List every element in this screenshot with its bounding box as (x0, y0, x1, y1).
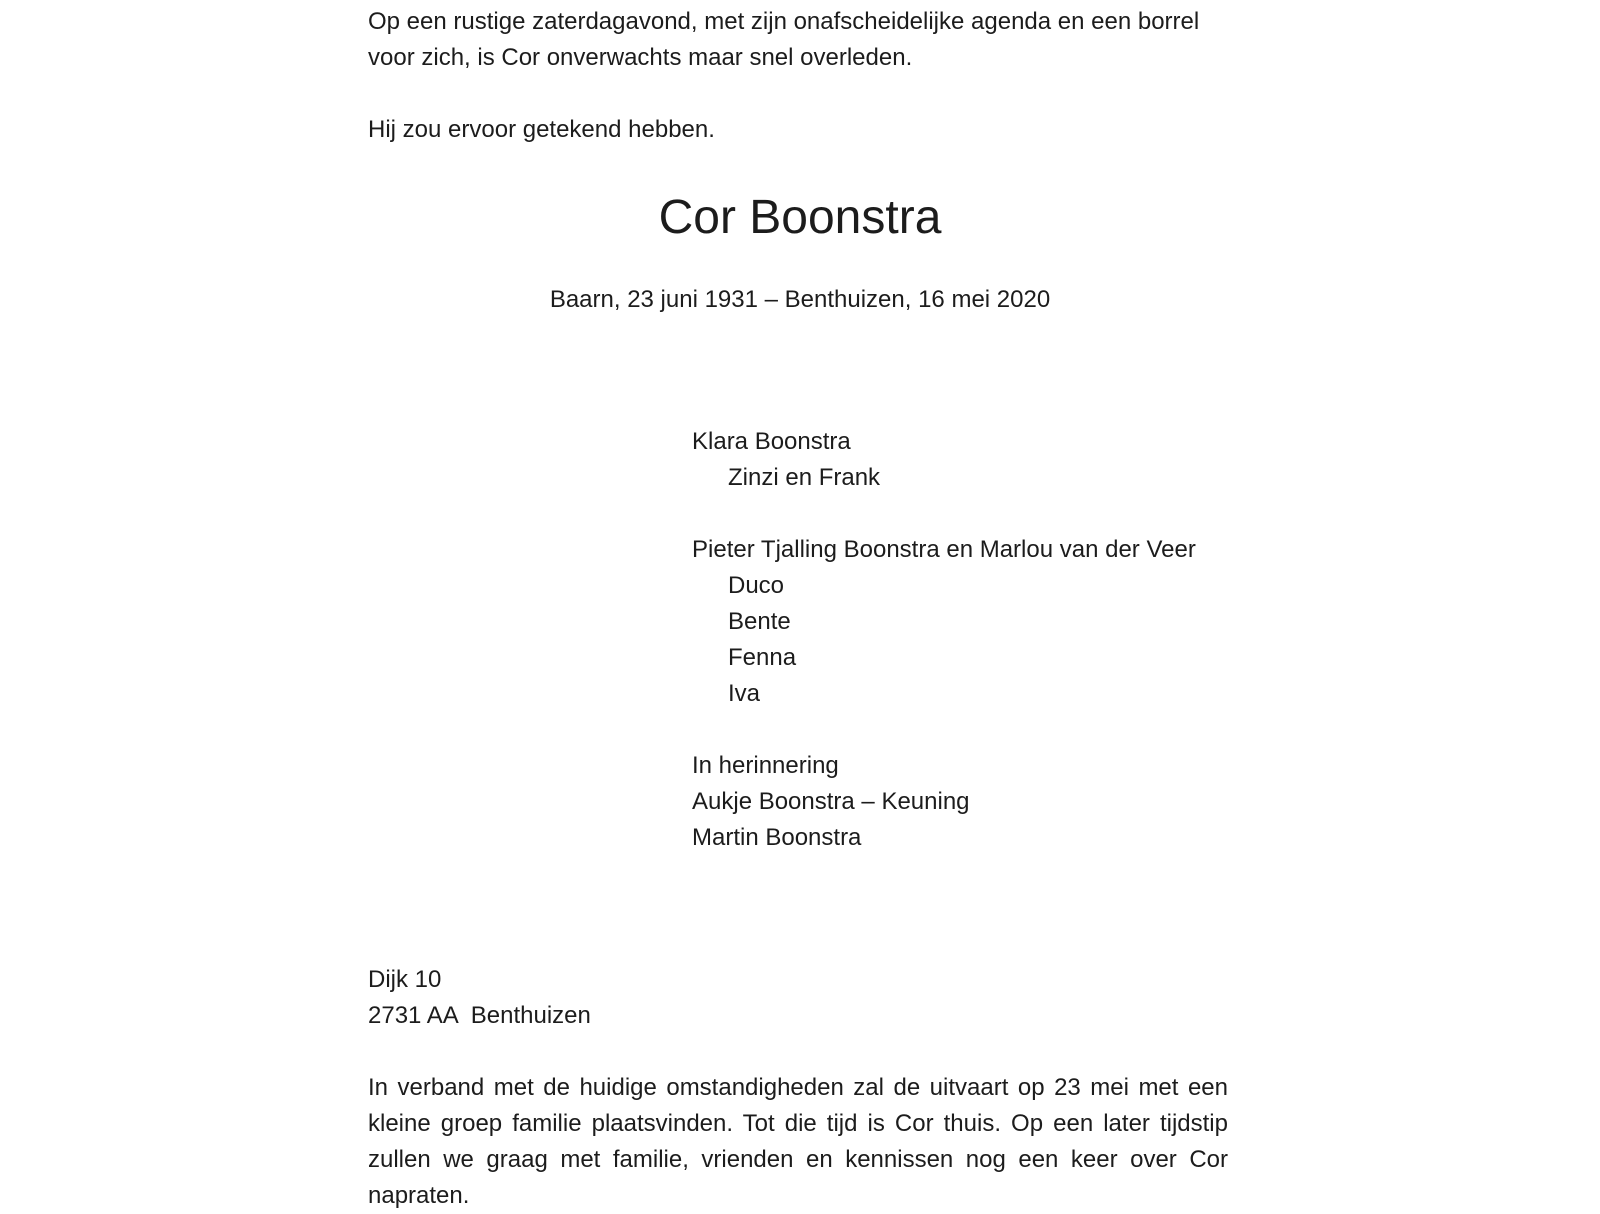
family-group (692, 424, 1252, 496)
intro-paragraph (368, 4, 1228, 76)
family-list (692, 424, 1252, 892)
deceased-name: Cor Boonstra (658, 191, 942, 244)
memorial-group (692, 748, 1252, 856)
family-member: Fenna (728, 644, 797, 671)
memorial-label: In herinnering (692, 752, 839, 779)
intro-line-1: Op een rustige zaterdagavond, met zijn onafscheidelijke agenda en een borrel (368, 8, 1200, 35)
memorial-name: Martin Boonstra (692, 824, 862, 851)
address-postal-city: 2731 AA Benthuizen (368, 1002, 591, 1029)
family-group-head: Klara Boonstra (692, 428, 851, 455)
family-member: Bente (728, 608, 791, 635)
family-member: Iva (728, 680, 761, 707)
address-street: Dijk 10 (368, 966, 442, 993)
funeral-notice: In verband met de huidige omstandigheden zal de uitvaart op 23 mei met een kleine groep familie plaatsvinden. Tot die tijd is Cor thuis. Op een later tijdstip zullen we graag met familie, vrienden en kennissen nog een keer over Cor napraten. (368, 1074, 1228, 1209)
closing-remark: Hij zou ervoor getekend hebben. (368, 116, 715, 143)
family-member: Duco (728, 572, 785, 599)
birth-death-dates: Baarn, 23 juni 1931 – Benthuizen, 16 mei 2020 (549, 286, 1051, 313)
family-member: Zinzi en Frank (728, 464, 881, 491)
correspondence-address (368, 962, 591, 1034)
family-group-head: Pieter Tjalling Boonstra en Marlou van der Veer (692, 536, 1196, 563)
family-group (692, 532, 1252, 712)
memorial-name: Aukje Boonstra – Keuning (692, 788, 970, 815)
intro-line-2: voor zich, is Cor onverwachts maar snel overleden. (368, 44, 913, 71)
